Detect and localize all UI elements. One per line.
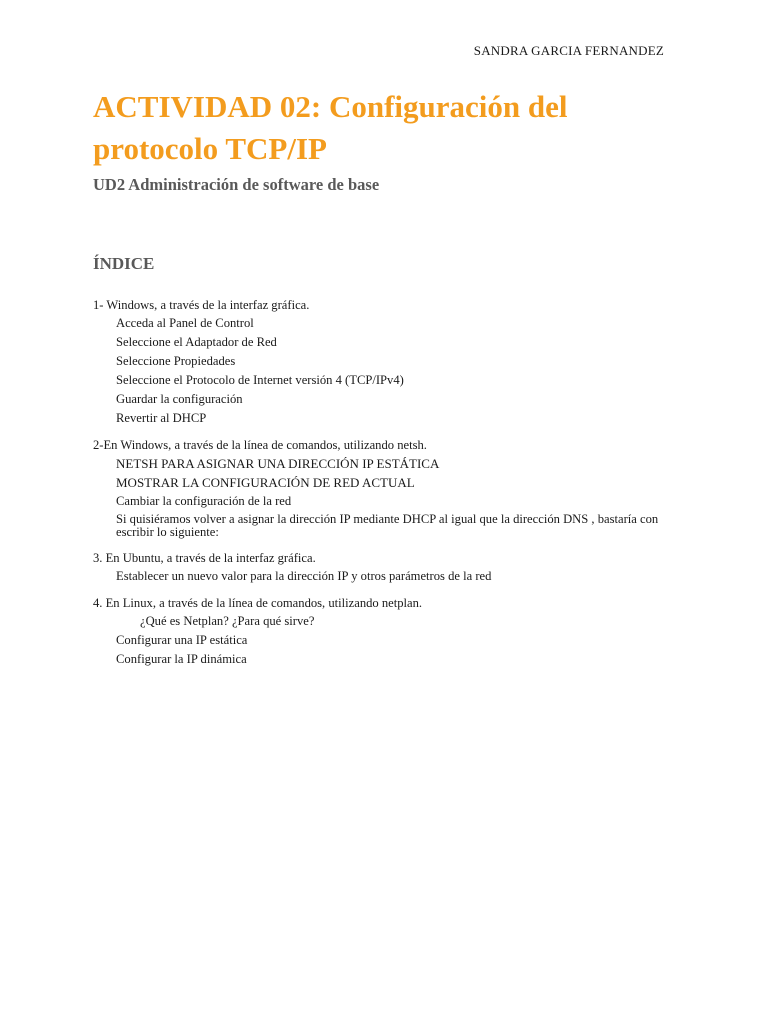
toc-item[interactable]: Revertir al DHCP [116, 411, 207, 425]
toc-item[interactable]: Si quisiéramos volver a asignar la dirección IP mediante DHCP al igual que la dirección DNS , bastaría con escribir lo siguiente: [116, 512, 659, 539]
toc-item[interactable]: Guardar la configuración [116, 392, 243, 406]
author-name: SANDRA GARCIA FERNANDEZ [473, 43, 664, 58]
toc-item[interactable]: NETSH PARA ASIGNAR UNA DIRECCIÓN IP ESTÁTICA [116, 456, 440, 471]
toc-section-1 [93, 296, 683, 428]
table-of-contents [93, 296, 683, 677]
toc-item[interactable]: Seleccione el Protocolo de Internet versión 4 (TCP/IPv4) [116, 373, 404, 387]
toc-section-title[interactable]: 3. En Ubuntu, a través de la interfaz gráfica. [93, 551, 316, 565]
index-heading: ÍNDICE [93, 254, 155, 273]
toc-item[interactable]: ¿Qué es Netplan? ¿Para qué sirve? [140, 614, 315, 628]
toc-item[interactable]: MOSTRAR LA CONFIGURACIÓN DE RED ACTUAL [116, 475, 415, 490]
toc-section-title[interactable]: 2-En Windows, a través de la línea de comandos, utilizando netsh. [93, 438, 427, 452]
toc-item[interactable]: Configurar una IP estática [116, 633, 248, 647]
toc-item[interactable]: Configurar la IP dinámica [116, 652, 247, 666]
toc-section-2 [93, 436, 683, 541]
toc-item[interactable]: Establecer un nuevo valor para la dirección IP y otros parámetros de la red [116, 569, 492, 583]
toc-item[interactable]: Seleccione Propiedades [116, 354, 236, 368]
toc-section-title[interactable]: 4. En Linux, a través de la línea de comandos, utilizando netplan. [93, 596, 423, 610]
toc-item[interactable]: Seleccione el Adaptador de Red [116, 335, 277, 349]
toc-section-title[interactable]: 1- Windows, a través de la interfaz gráfica. [93, 298, 310, 312]
toc-item[interactable]: Cambiar la configuración de la red [116, 494, 292, 508]
document-subtitle: UD2 Administración de software de base [93, 175, 380, 194]
document-title: ACTIVIDAD 02: Configuración del protocolo TCP/IP [93, 89, 568, 166]
toc-item[interactable]: Acceda al Panel de Control [116, 316, 254, 330]
toc-section-4 [93, 594, 683, 669]
toc-section-3 [93, 549, 683, 586]
